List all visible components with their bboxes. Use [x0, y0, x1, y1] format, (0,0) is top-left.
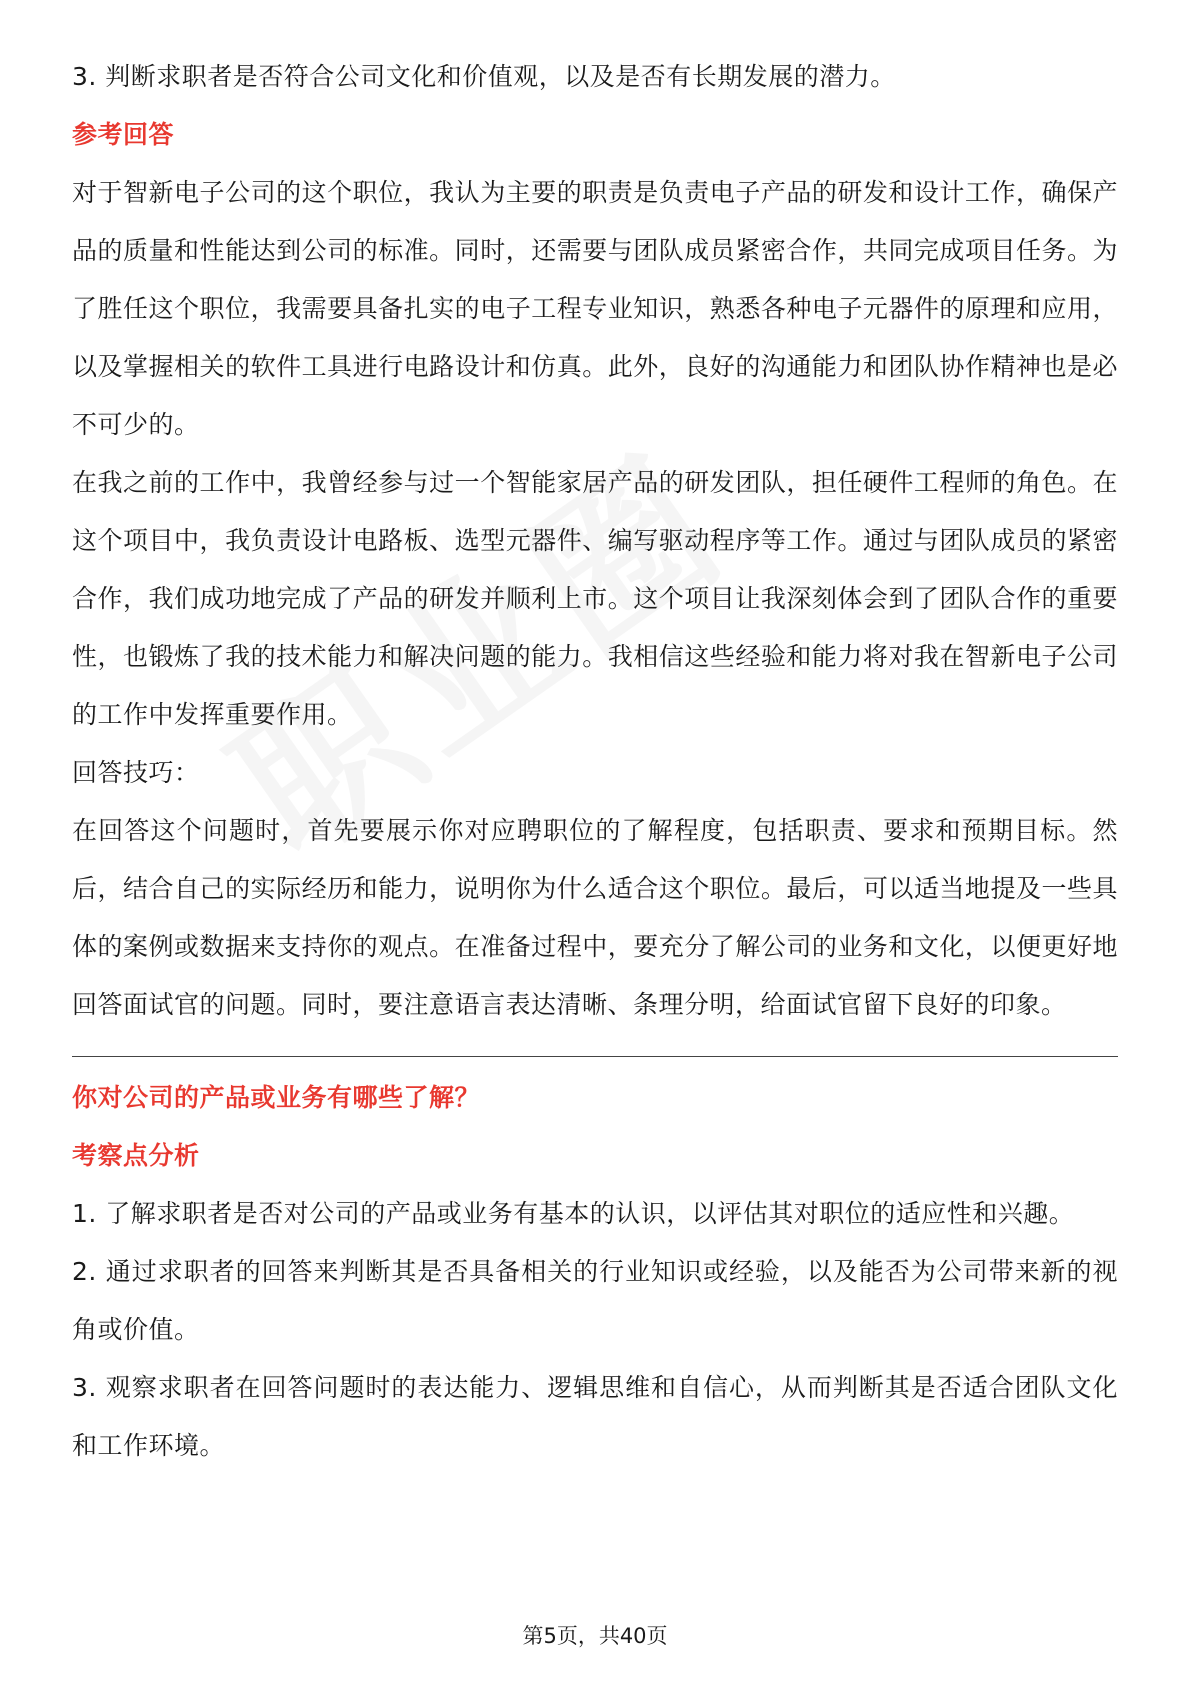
answer-paragraph-2: 在我之前的工作中，我曾经参与过一个智能家居产品的研发团队，担任硬件工程师的角色。在这个项目中，我负责设计电路板、选型元器件、编写驱动程序等工作。通过与团队成员的紧密合作，我们成功地完成了产品的研发并顺利上市。这个项目让我深刻体会到了团队合作的重要性，也锻炼了我的技术能力和解决问题的能力。我相信这些经验和能力将对我在智新电子公司的工作中发挥重要作用。	[72, 468, 1118, 729]
tips-paragraph: 在回答这个问题时，首先要展示你对应聘职位的了解程度，包括职责、要求和预期目标。然后，结合自己的实际经历和能力，说明你为什么适合这个职位。最后，可以适当地提及一些具体的案例或数据来支持你的观点。在准备过程中，要充分了解公司的业务和文化，以便更好地回答面试官的问题。同时，要注意语言表达清晰、条理分明，给面试官留下良好的印象。	[72, 816, 1118, 1019]
answer-paragraph-1: 对于智新电子公司的这个职位，我认为主要的职责是负责电子产品的研发和设计工作，确保产品的质量和性能达到公司的标准。同时，还需要与团队成员紧密合作，共同完成项目任务。为了胜任这个职位，我需要具备扎实的电子工程专业知识，熟悉各种电子元器件的原理和应用，以及掌握相关的软件工具进行电路设计和仿真。此外，良好的沟通能力和团队协作精神也是必不可少的。	[72, 178, 1118, 439]
previous-analysis-item-3: 3. 判断求职者是否符合公司文化和价值观，以及是否有长期发展的潜力。	[72, 62, 896, 91]
analysis-item-2: 2. 通过求职者的回答来判断其是否具备相关的行业知识或经验，以及能否为公司带来新的视角或价值。	[72, 1257, 1118, 1344]
section-divider	[72, 1056, 1118, 1057]
question-title: 你对公司的产品或业务有哪些了解？	[72, 1083, 481, 1112]
answer-heading: 参考回答	[72, 120, 175, 149]
analysis-item-3: 3. 观察求职者在回答问题时的表达能力、逻辑思维和自信心，从而判断其是否适合团队文化和工作环境。	[72, 1373, 1118, 1460]
analysis-item-1: 1. 了解求职者是否对公司的产品或业务有基本的认识，以评估其对职位的适应性和兴趣。	[72, 1199, 1075, 1228]
tips-label: 回答技巧：	[72, 758, 200, 787]
page-number-footer: 第5页，共40页	[522, 1624, 668, 1648]
analysis-heading: 考察点分析	[72, 1141, 200, 1170]
document-page	[72, 48, 1118, 1475]
